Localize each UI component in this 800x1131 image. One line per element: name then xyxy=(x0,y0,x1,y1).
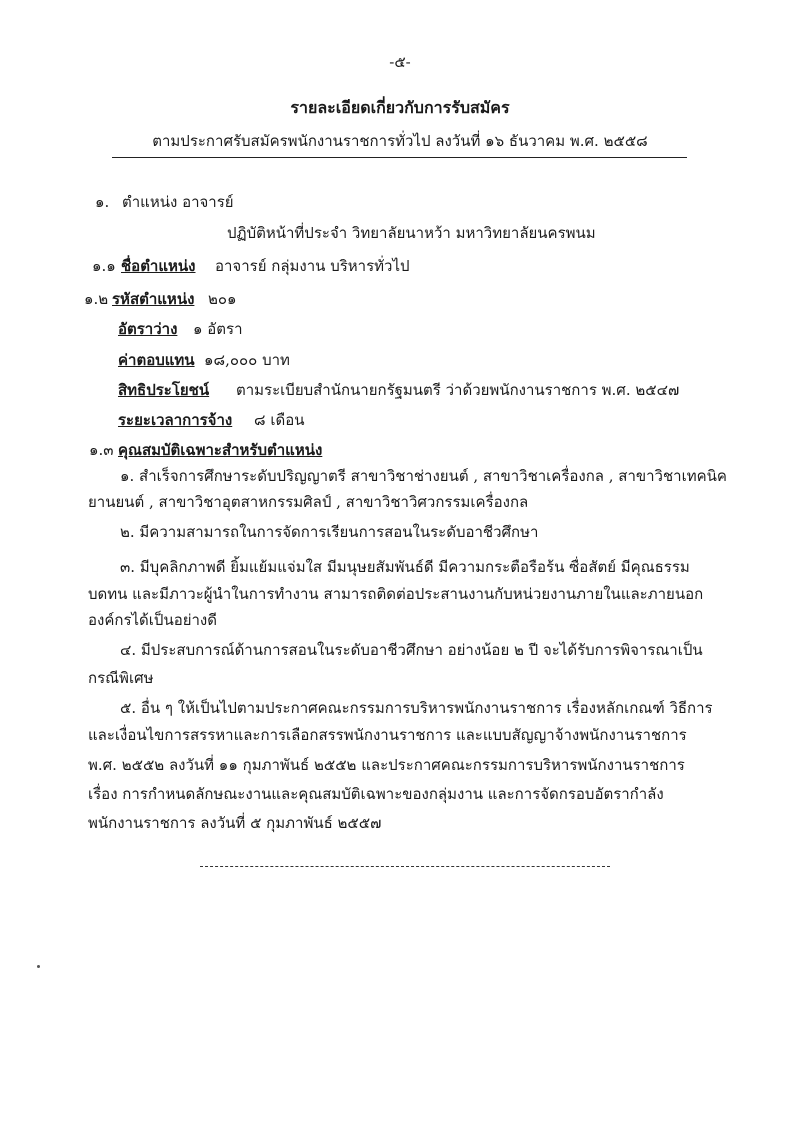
section-1-2-label: รหัสตำแหน่ง xyxy=(112,290,195,308)
pay-value: ๑๘,๐๐๐ บาท xyxy=(204,351,290,369)
vacancy-label: อัตราว่าง xyxy=(118,320,178,338)
section-1-1-number: ๑.๑ xyxy=(92,257,116,275)
benefit-label: สิทธิประโยชน์ xyxy=(118,381,210,399)
vacancy-value: ๑ อัตรา xyxy=(193,320,243,338)
section-1-3-label: คุณสมบัติเฉพาะสำหรับตำแหน่ง xyxy=(118,441,323,459)
title-rule xyxy=(112,157,687,158)
section-1-1-label: ชื่อตำแหน่ง xyxy=(121,257,196,275)
duration-label: ระยะเวลาการจ้าง xyxy=(118,411,233,429)
position-duty: ปฏิบัติหน้าที่ประจำ วิทยาลัยนาหว้า มหาวิทยาลัยนครพนม xyxy=(227,224,596,242)
qualification-5-line-5: พนักงานราชการ ลงวันที่ ๕ กุมภาพันธ์ ๒๕๕๗ xyxy=(88,814,382,832)
qualification-5-line-2: และเงื่อนไขการสรรหาและการเลือกสรรพนักงานราชการ และแบบสัญญาจ้างพนักงานราชการ xyxy=(88,726,687,744)
section-1-3-number: ๑.๓ xyxy=(89,441,114,459)
qualification-5-line-3: พ.ศ. ๒๕๕๒ ลงวันที่ ๑๑ กุมภาพันธ์ ๒๕๕๒ และประกาศคณะกรรมการบริหารพนักงานราชการ xyxy=(88,756,685,774)
position-label: ตำแหน่ง อาจารย์ xyxy=(122,193,234,211)
section-1-2-value: ๒๐๑ xyxy=(208,290,237,308)
qualification-4-line-2: กรณีพิเศษ xyxy=(88,669,154,687)
page-number: -๕- xyxy=(389,53,411,71)
qualification-3-line-1: ๓. มีบุคลิกภาพดี ยิ้มแย้มแจ่มใส มีมนุษยสัมพันธ์ดี มีความกระตือรือร้น ซื่อสัตย์ มีคุณธรรม xyxy=(120,558,690,576)
qualification-1-line-2: ยานยนต์ , สาขาวิชาอุตสาหกรรมศิลป์ , สาขาวิชาวิศวกรรมเครื่องกล xyxy=(88,493,529,511)
benefit-value: ตามระเบียบสำนักนายกรัฐมนตรี ว่าด้วยพนักงานราชการ พ.ศ. ๒๕๔๗ xyxy=(236,381,680,399)
pay-label: ค่าตอบแทน xyxy=(118,351,195,369)
section-1-2-number: ๑.๒ xyxy=(84,290,109,308)
qualification-2: ๒. มีความสามารถในการจัดการเรียนการสอนในระดับอาชีวศึกษา xyxy=(120,523,539,541)
section-1-1-value: อาจารย์ กลุ่มงาน บริหารทั่วไป xyxy=(215,257,410,275)
position-number: ๑. xyxy=(95,193,110,211)
document-subtitle: ตามประกาศรับสมัครพนักงานราชการทั่วไป ลงวันที่ ๑๖ ธันวาคม พ.ศ. ๒๕๕๘ xyxy=(152,132,648,150)
end-separator xyxy=(200,866,610,867)
qualification-5-line-4: เรื่อง การกำหนดลักษณะงานและคุณสมบัติเฉพาะของกลุ่มงาน และการจัดกรอบอัตรากำลัง xyxy=(88,785,664,803)
qualification-5-line-1: ๕. อื่น ๆ ให้เป็นไปตามประกาศคณะกรรมการบริหารพนักงานราชการ เรื่องหลักเกณฑ์ วิธีการ xyxy=(120,699,713,717)
scan-speck xyxy=(37,965,40,968)
duration-value: ๘ เดือน xyxy=(254,411,305,429)
qualification-4-line-1: ๔. มีประสบการณ์ด้านการสอนในระดับอาชีวศึกษา อย่างน้อย ๒ ปี จะได้รับการพิจารณาเป็น xyxy=(120,641,703,659)
qualification-3-line-2: บดทน และมีภาวะผู้นำในการทำงาน สามารถติดต่อประสานงานกับหน่วยงานภายในและภายนอก xyxy=(88,585,704,603)
qualification-3-line-3: องค์กรได้เป็นอย่างดี xyxy=(88,611,217,629)
qualification-1-line-1: ๑. สำเร็จการศึกษาระดับปริญญาตรี สาขาวิชาช่างยนต์ , สาขาวิชาเครื่องกล , สาขาวิชาเทคนิค xyxy=(120,467,727,485)
document-title: รายละเอียดเกี่ยวกับการรับสมัคร xyxy=(290,98,510,117)
